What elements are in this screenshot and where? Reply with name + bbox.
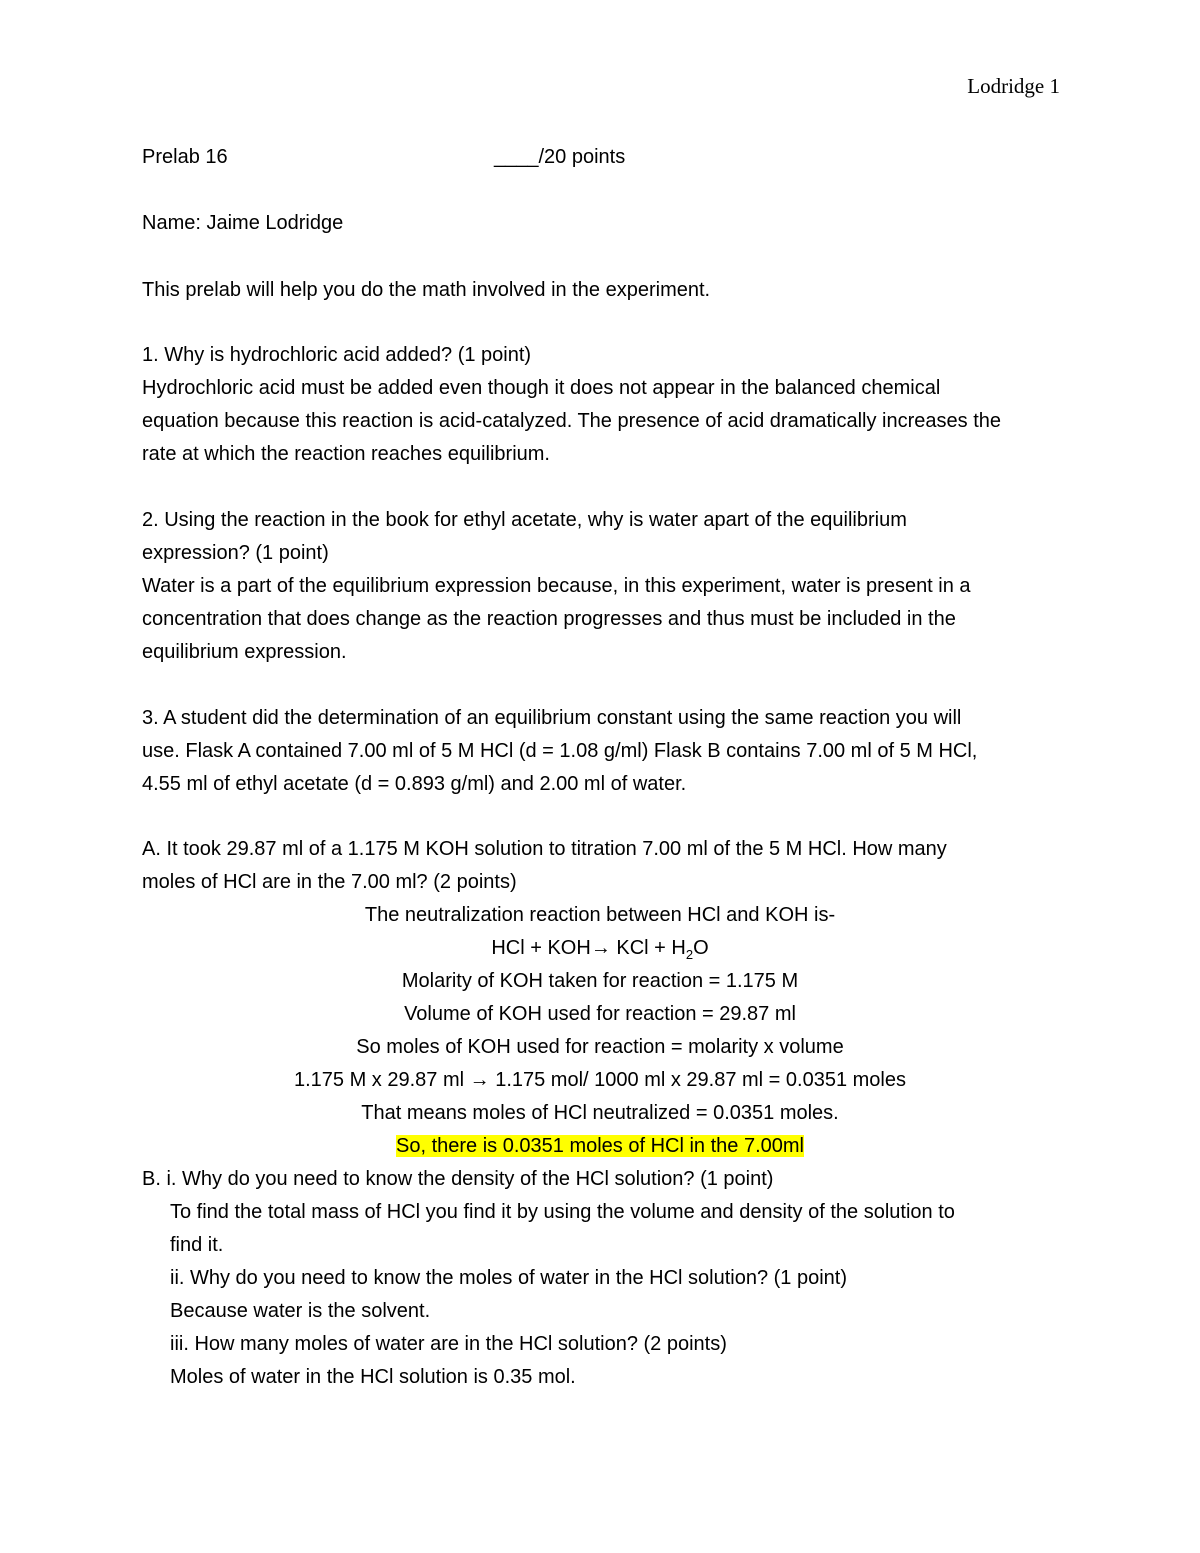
partB-iii-answer: Moles of water in the HCl solution is 0.35 mol. (170, 1366, 576, 1388)
work-line: Volume of KOH used for reaction = 29.87 ml (404, 1003, 796, 1025)
q3-question-line: 4.55 ml of ethyl acetate (d = 0.893 g/ml) and 2.00 ml of water. (142, 773, 687, 795)
name-line: Name: Jaime Lodridge (142, 212, 344, 234)
calc-right: 1.175 mol/ 1000 ml x 29.87 ml = 0.0351 moles (489, 1069, 906, 1091)
q2-question-line: expression? (1 point) (142, 542, 329, 564)
intro-text: This prelab will help you do the math involved in the experiment. (142, 279, 711, 301)
partB-iii-question: iii. How many moles of water are in the HCl solution? (2 points) (170, 1333, 727, 1355)
work-line: So moles of KOH used for reaction = molarity x volume (356, 1036, 844, 1058)
q2-question-line: 2. Using the reaction in the book for ethyl acetate, why is water apart of the equilibrium (142, 509, 907, 531)
arrow-icon: → (469, 1069, 490, 1091)
q2-answer-line: concentration that does change as the reaction progresses and thus must be included in the (142, 608, 956, 630)
highlighted-answer: So, there is 0.0351 moles of HCl in the 7.00ml (396, 1135, 804, 1157)
q2-answer-line: equilibrium expression. (142, 641, 347, 663)
partA-question-line: moles of HCl are in the 7.00 ml? (2 points) (142, 871, 517, 893)
subscript: 2 (685, 947, 694, 962)
partB-i-question: B. i. Why do you need to know the density of the HCl solution? (1 point) (142, 1168, 774, 1190)
partA-question-line: A. It took 29.87 ml of a 1.175 M KOH solution to titration 7.00 ml of the 5 M HCl. How many (142, 838, 947, 860)
calc-left: 1.175 M x 29.87 ml (293, 1069, 470, 1091)
equation-products: KCl + H (610, 937, 686, 959)
reaction-equation (0, 936, 1200, 960)
q2-answer-line: Water is a part of the equilibrium expression because, in this experiment, water is present in a (142, 575, 971, 597)
prelab-title: Prelab 16 (142, 146, 228, 168)
work-line: Molarity of KOH taken for reaction = 1.175 M (401, 970, 799, 992)
work-line: That means moles of HCl neutralized = 0.0351 moles. (361, 1102, 839, 1124)
q3-question-line: 3. A student did the determination of an equilibrium constant using the same reaction you will (142, 707, 962, 729)
arrow-icon: → (590, 937, 611, 959)
page-header: Lodridge 1 (967, 74, 1060, 98)
calculation-line (0, 1068, 1200, 1092)
points-field: ____/20 points (494, 146, 626, 168)
equation-reactants: HCl + KOH (491, 937, 591, 959)
q3-question-line: use. Flask A contained 7.00 ml of 5 M HCl (d = 1.08 g/ml) Flask B contains 7.00 ml of 5 M HCl, (142, 740, 978, 762)
q1-answer-line: Hydrochloric acid must be added even though it does not appear in the balanced chemical (142, 377, 941, 399)
highlighted-answer-row (0, 1134, 1200, 1158)
partB-ii-answer: Because water is the solvent. (170, 1300, 431, 1322)
q1-answer-line: rate at which the reaction reaches equilibrium. (142, 443, 550, 465)
partB-ii-question: ii. Why do you need to know the moles of water in the HCl solution? (1 point) (170, 1267, 848, 1289)
partB-i-answer-line: To find the total mass of HCl you find it by using the volume and density of the solution to (170, 1201, 955, 1223)
equation-end: O (693, 937, 709, 959)
q1-question: 1. Why is hydrochloric acid added? (1 point) (142, 344, 532, 366)
q1-answer-line: equation because this reaction is acid-catalyzed. The presence of acid dramatically increases the (142, 410, 1001, 432)
work-line: The neutralization reaction between HCl and KOH is- (364, 904, 836, 926)
partB-i-answer-line: find it. (170, 1234, 224, 1256)
